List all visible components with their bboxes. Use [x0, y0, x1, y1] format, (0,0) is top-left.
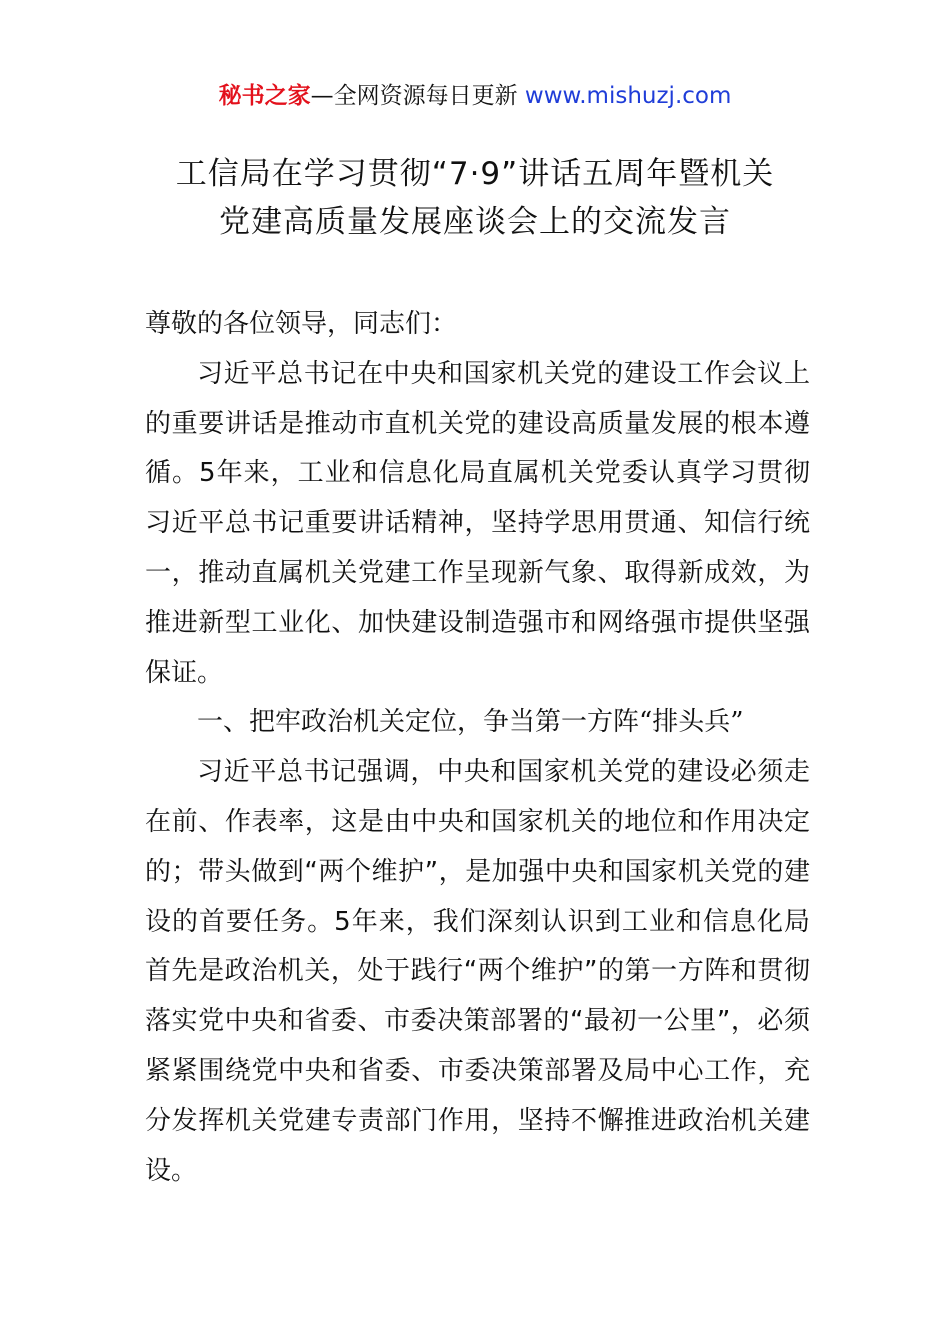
salutation: 尊敬的各位领导，同志们：: [145, 309, 458, 339]
site-header: [0, 80, 950, 112]
document-title: [60, 150, 890, 246]
paragraph-2: 习近平总书记强调，中央和国家机关党的建设必须走在前、作表率，这是由中央和国家机关的地位和作用决定的；带头做到“两个维护”，是加强中央和国家机关党的建设的首要任务。5年来，我们深刻认识到工业和信息化局首先是政治机关，处于践行“两个维护”的第一方阵和贯彻落实党中央和省委、市委决策部署的“最初一公里”，必须紧紧围绕党中央和省委、市委决策部署及局中心工作，充分发挥机关党建专责部门作用，坚持不懈推进政治机关建设。: [145, 757, 810, 1186]
title-line-2: 党建高质量发展座谈会上的交流发言: [219, 204, 731, 240]
header-tagline: —全网资源每日更新: [310, 83, 525, 109]
title-line-1: 工信局在学习贯彻“7·9”讲话五周年暨机关: [175, 156, 775, 192]
document-body: [145, 300, 810, 1196]
paragraph-1: 习近平总书记在中央和国家机关党的建设工作会议上的重要讲话是推动市直机关党的建设高质量发展的根本遵循。5年来，工业和信息化局直属机关党委认真学习贯彻习近平总书记重要讲话精神，坚持学思用贯通、知信行统一，推动直属机关党建工作呈现新气象、取得新成效，为推进新型工业化、加快建设制造强市和网络强市提供坚强保证。: [145, 358, 810, 688]
brand-name: 秘书之家: [218, 83, 311, 109]
site-url[interactable]: www.mishuzj.com: [524, 83, 732, 109]
section-heading-1: 一、把牢政治机关定位，争当第一方阵“排头兵”: [197, 707, 744, 738]
